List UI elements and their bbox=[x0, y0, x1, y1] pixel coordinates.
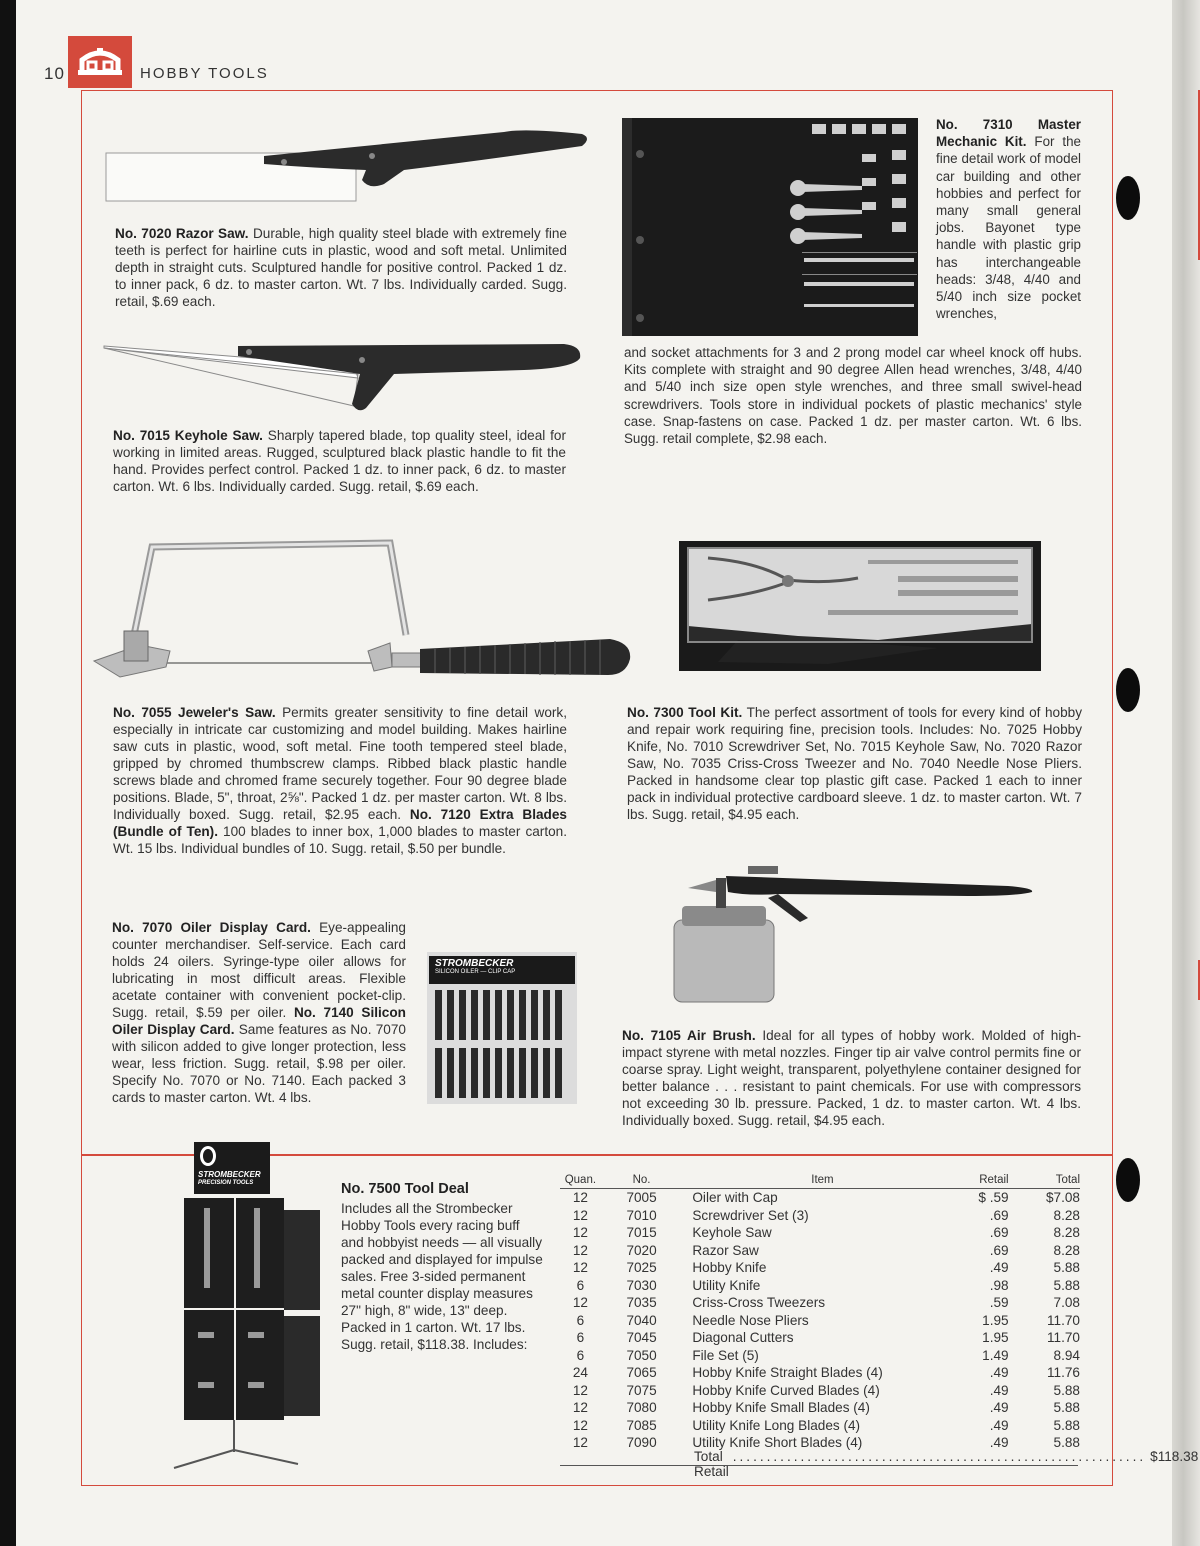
cell-quan: 6 bbox=[576, 1330, 585, 1345]
display-rack bbox=[168, 1192, 328, 1472]
cell-total: 5.88 bbox=[1053, 1260, 1080, 1275]
cell-item: Screwdriver Set (3) bbox=[692, 1207, 809, 1223]
air-brush-photo bbox=[668, 858, 1040, 1008]
cell-quan: 12 bbox=[572, 1382, 588, 1398]
cell-quan: 12 bbox=[572, 1207, 588, 1223]
binder-hole bbox=[1116, 176, 1140, 220]
razor-saw-description bbox=[115, 225, 567, 310]
jewelers-saw-description bbox=[113, 704, 567, 857]
tool-deal-description: Includes all the Strombecker Hobby Tools every racing buff and hobbyist needs — all visually packed and displayed for impulse sales. Free 3-sided permanent metal counter display measures 27" high, 8" wide, 13" deep. Packed in 1 carton. Wt. 17 lbs. Sugg. retail, $118.38. Includes: bbox=[341, 1201, 543, 1352]
cell-no: 7080 bbox=[626, 1400, 657, 1415]
cell-no: 7010 bbox=[626, 1207, 657, 1223]
cell-retail: 1.95 bbox=[982, 1312, 1009, 1328]
air-brush-description bbox=[622, 1027, 1081, 1129]
mechanic-kit-description-b: and socket attachments for 3 and 2 prong model car wheel knock off hubs. Kits complete with straight and 90 degree Allen head wrenches, 3/48, 4/40 and 5/40 inch size open style wrenches, and three small swivel-head screwdrivers. Tools store in individual pockets of plastic mechanics' style case. Snap-fastens on case. Packed 1 dz. per master carton. Wt. 6 lbs. Sugg. retail complete, $2.98 each. bbox=[624, 345, 1082, 447]
oiler-description bbox=[112, 919, 406, 1106]
table-row bbox=[560, 1329, 1080, 1347]
cell-no: 7015 bbox=[626, 1225, 657, 1240]
display-logo-icon bbox=[200, 1146, 216, 1166]
cell-no: 7005 bbox=[626, 1190, 657, 1205]
keyhole-saw-text: Sharply tapered blade, top quality steel, ideal for working in limited areas. Rugged, sculptured black plastic handle to fit the hand. Provides perfect control. Packed 1 dz. to inner pack, 6 dz. to master carton. Wt. 6 lbs. Individually carded. Sugg. retail, $.69 each. bbox=[113, 428, 566, 494]
cell-retail: 1.49 bbox=[982, 1347, 1009, 1363]
silicon-oiler-name: No. 7140 Silicon Oiler Display Card. bbox=[112, 1005, 406, 1037]
silicon-oiler-text: Same features as No. 7070 with silicon added to give longer protection, less wear, less friction. Sugg. retail, $.98 per oiler. Specify No. 7070 or No. 7140. Each packed 3 cards to master carton. Wt. 4 lbs. bbox=[112, 1022, 406, 1105]
cell-no: 7045 bbox=[626, 1330, 657, 1345]
display-line: PRECISION TOOLS bbox=[198, 1180, 254, 1186]
cell-total: 8.28 bbox=[1053, 1207, 1080, 1223]
oiler-card-header bbox=[429, 956, 575, 984]
cell-quan: 12 bbox=[572, 1295, 588, 1310]
oiler-display-card bbox=[427, 952, 577, 1104]
cell-quan: 12 bbox=[572, 1260, 588, 1275]
cell-no: 7050 bbox=[626, 1347, 657, 1363]
table-row bbox=[560, 1294, 1080, 1312]
keyhole-saw-description bbox=[113, 427, 566, 495]
cell-item: Hobby Knife Straight Blades (4) bbox=[692, 1365, 883, 1380]
cell-quan: 6 bbox=[576, 1277, 585, 1293]
cell-retail: .49 bbox=[989, 1417, 1009, 1433]
section-title: HOBBY TOOLS bbox=[140, 65, 269, 82]
cell-retail: .69 bbox=[989, 1207, 1009, 1223]
table-row bbox=[560, 1189, 1080, 1207]
cell-item: Utility Knife Short Blades (4) bbox=[692, 1435, 863, 1450]
cell-retail: .69 bbox=[989, 1242, 1009, 1258]
table-row bbox=[560, 1347, 1080, 1365]
cell-item: Razor Saw bbox=[692, 1242, 759, 1258]
oiler-name: No. 7070 Oiler Display Card. bbox=[112, 920, 311, 935]
cell-no: 7025 bbox=[626, 1260, 657, 1275]
cell-item: Diagonal Cutters bbox=[692, 1330, 794, 1345]
cell-retail: 1.95 bbox=[982, 1330, 1009, 1345]
oiler-card-line: SILICON OILER — CLIP CAP bbox=[435, 969, 516, 975]
mechanic-kit-description-a bbox=[936, 116, 1081, 322]
cell-item: Utility Knife Long Blades (4) bbox=[692, 1417, 861, 1433]
next-page-edge bbox=[1172, 0, 1200, 1546]
tool-kit-description bbox=[627, 704, 1082, 823]
keyhole-saw-name: No. 7015 Keyhole Saw. bbox=[113, 428, 263, 443]
cell-retail: .59 bbox=[989, 1295, 1009, 1310]
cell-retail: .49 bbox=[989, 1435, 1009, 1450]
table-row bbox=[560, 1259, 1080, 1277]
cell-total: 8.28 bbox=[1053, 1225, 1080, 1240]
cell-item: Hobby Knife bbox=[692, 1260, 767, 1275]
mechanic-kit-text-a: For the fine detail work of model car building and other hobbies and perfect for many small general jobs. Bayonet type handle with plastic grip has interchangeable heads: 3/48, 4/40 and 5/40 inch size pocket wrenches, bbox=[936, 134, 1081, 322]
jewelers-saw-name: No. 7055 Jeweler's Saw. bbox=[113, 705, 276, 720]
cell-item: Criss-Cross Tweezers bbox=[692, 1295, 826, 1310]
cell-item: Keyhole Saw bbox=[692, 1225, 772, 1240]
cell-retail: .49 bbox=[989, 1400, 1009, 1415]
table-row bbox=[560, 1399, 1080, 1417]
cell-quan: 12 bbox=[572, 1190, 588, 1205]
jewelers-saw-text: Permits greater sensitivity to fine detail work, especially in intricate car customizing and model building. Makes hairline saw cuts in plastic, wood, soft metal. Fine tooth tempered steel blade, gripped by chromed thumbscrew clamps. Ribbed black plastic handle screws blade and chromed frame securely together. Four 90 degree blade positions. Blade, 5", throat, 2⅝". Packed 1 dz. per master carton. Wt. 8 lbs. Individually boxed. Sugg. retail, $2.95 each. bbox=[113, 705, 567, 822]
cell-quan: 12 bbox=[572, 1417, 588, 1433]
table-row bbox=[560, 1382, 1080, 1400]
cell-quan: 12 bbox=[572, 1435, 588, 1450]
leader-dots: ............................................................. bbox=[732, 1449, 1147, 1464]
cell-quan: 12 bbox=[572, 1400, 588, 1415]
display-header-card bbox=[194, 1142, 270, 1194]
jewelers-saw-photo bbox=[90, 535, 640, 685]
cell-retail: .69 bbox=[989, 1225, 1009, 1240]
cell-item: Oiler with Cap bbox=[692, 1190, 778, 1205]
cell-no: 7085 bbox=[626, 1417, 657, 1433]
tool-kit-text: The perfect assortment of tools for every kind of hobby and repair work requiring fine, precision tools. Includes: No. 7025 Hobby Knife, No. 7010 Screwdriver Set, No. 7015 Keyhole Saw, No. 7020 Razor Saw, No. 7035 Criss-Cross Tweezer and No. 7040 Needle Nose Pliers. Packed in handsome clear top plastic gift case. Packed 1 each to inner pack in individual protective cardboard sleeve. 1 dz. to master carton. Wt. 7 lbs. Sugg. retail, $4.95 each. bbox=[627, 705, 1082, 822]
oiler-card-brand: STROMBECKER bbox=[435, 958, 514, 969]
cell-retail: .49 bbox=[989, 1382, 1009, 1398]
extra-blades-text: 100 blades to inner box, 1,000 blades to master carton. Wt. 15 lbs. Individual bundles of 10. Sugg. retail, $.50 per bundle. bbox=[113, 824, 567, 856]
cell-item: File Set (5) bbox=[692, 1347, 759, 1363]
mechanic-kit-name: No. 7310 Master Mechanic Kit. bbox=[936, 117, 1081, 150]
razor-saw-name: No. 7020 Razor Saw. bbox=[115, 226, 249, 241]
tool-deal-title: No. 7500 Tool Deal bbox=[341, 1181, 469, 1197]
cell-total: 5.88 bbox=[1053, 1277, 1080, 1293]
cell-total: 7.08 bbox=[1053, 1295, 1080, 1310]
mechanic-kit-photo bbox=[622, 114, 922, 342]
razor-saw-photo bbox=[104, 126, 594, 206]
cell-no: 7040 bbox=[626, 1312, 657, 1328]
cell-item: Hobby Knife Small Blades (4) bbox=[692, 1400, 870, 1415]
col-total: Total bbox=[1055, 1174, 1080, 1186]
table-row bbox=[560, 1224, 1080, 1242]
total-retail-label: Total Retail bbox=[694, 1449, 729, 1479]
cell-no: 7090 bbox=[626, 1435, 657, 1450]
table-row bbox=[560, 1312, 1080, 1330]
cell-total: 8.28 bbox=[1053, 1242, 1080, 1258]
binder-hole bbox=[1116, 668, 1140, 712]
cell-total: 8.94 bbox=[1053, 1347, 1080, 1363]
cell-total: 11.70 bbox=[1046, 1312, 1080, 1328]
cell-item: Needle Nose Pliers bbox=[692, 1312, 809, 1328]
cell-no: 7030 bbox=[626, 1277, 657, 1293]
table-row bbox=[560, 1417, 1080, 1435]
cell-retail: .49 bbox=[989, 1260, 1009, 1275]
total-retail-row bbox=[694, 1449, 1199, 1479]
cell-total: 11.76 bbox=[1046, 1365, 1080, 1380]
cell-no: 7075 bbox=[626, 1382, 657, 1398]
cell-no: 7020 bbox=[626, 1242, 657, 1258]
cell-total: 5.88 bbox=[1053, 1435, 1080, 1450]
cell-total: $7.08 bbox=[1045, 1190, 1080, 1205]
col-quan: Quan. bbox=[564, 1174, 597, 1186]
air-brush-text: Ideal for all types of hobby work. Molded of high-impact styrene with metal nozzles. Finger tip air valve control permits fine or coarse spray. Light weight, transparent, polyethylene container designed for better balance . . . resistant to paint chemicals. For use with compressors not exceeding 30 lb. pressure. Packed, 1 dz. to master carton. Wt. 4 lbs. Individually boxed. Sugg. retail, $4.95 each. bbox=[622, 1028, 1081, 1128]
cell-quan: 6 bbox=[576, 1347, 585, 1363]
col-retail: Retail bbox=[979, 1174, 1009, 1186]
strombecker-logo-icon bbox=[68, 36, 132, 88]
table-row bbox=[560, 1207, 1080, 1225]
oiler-vials bbox=[427, 986, 577, 1104]
col-no: No. bbox=[632, 1174, 651, 1186]
tool-kit-name: No. 7300 Tool Kit. bbox=[627, 705, 743, 720]
keyhole-saw-photo bbox=[104, 334, 594, 424]
col-item: Item bbox=[811, 1174, 834, 1186]
tool-deal-display-photo bbox=[168, 1142, 328, 1472]
oiler-text: Eye-appealing counter merchandiser. Self-service. Each card holds 24 oilers. Syringe-type oiler allows for lubricating in most difficult areas. Flexible acetate container with convenient pocket-clip. Sugg. retail, $.59 per oiler. bbox=[112, 920, 406, 1020]
tool-kit-photo bbox=[678, 540, 1042, 672]
cell-item: Hobby Knife Curved Blades (4) bbox=[692, 1382, 880, 1398]
razor-saw-text: Durable, high quality steel blade with extremely fine teeth is perfect for hairline cuts in plastic, wood and soft metal. Unlimited depth in straight cuts. Sculptured handle for positive control. Packed 1 dz. to inner pack, 6 dz. to master carton. Wt. 7 lbs. Individually carded. Sugg. retail, $.69 each. bbox=[115, 226, 567, 309]
cell-item: Utility Knife bbox=[692, 1277, 761, 1293]
cell-quan: 6 bbox=[576, 1312, 585, 1328]
cell-retail: $ .59 bbox=[978, 1190, 1009, 1205]
cell-quan: 12 bbox=[572, 1225, 588, 1240]
cell-total: 5.88 bbox=[1053, 1417, 1080, 1433]
air-brush-name: No. 7105 Air Brush. bbox=[622, 1028, 756, 1043]
cell-total: 5.88 bbox=[1053, 1400, 1080, 1415]
cell-total: 11.70 bbox=[1046, 1330, 1080, 1345]
page-number: 10 bbox=[44, 64, 65, 83]
table-row bbox=[560, 1277, 1080, 1295]
cell-retail: .49 bbox=[989, 1365, 1009, 1380]
cell-no: 7065 bbox=[626, 1365, 657, 1380]
cell-quan: 24 bbox=[572, 1365, 588, 1380]
cell-retail: .98 bbox=[989, 1277, 1009, 1293]
table-header-row bbox=[560, 1172, 1080, 1189]
tool-deal-table bbox=[560, 1172, 1080, 1452]
cell-quan: 12 bbox=[572, 1242, 588, 1258]
cell-total: 5.88 bbox=[1053, 1382, 1080, 1398]
extra-blades-name: No. 7120 Extra Blades (Bundle of Ten). bbox=[113, 807, 567, 839]
table-row bbox=[560, 1242, 1080, 1260]
total-retail-value: $118.38 bbox=[1150, 1449, 1199, 1464]
cell-no: 7035 bbox=[626, 1295, 657, 1310]
binder-hole bbox=[1116, 1158, 1140, 1202]
table-row bbox=[560, 1364, 1080, 1382]
display-brand: STROMBECKER bbox=[198, 1170, 261, 1179]
